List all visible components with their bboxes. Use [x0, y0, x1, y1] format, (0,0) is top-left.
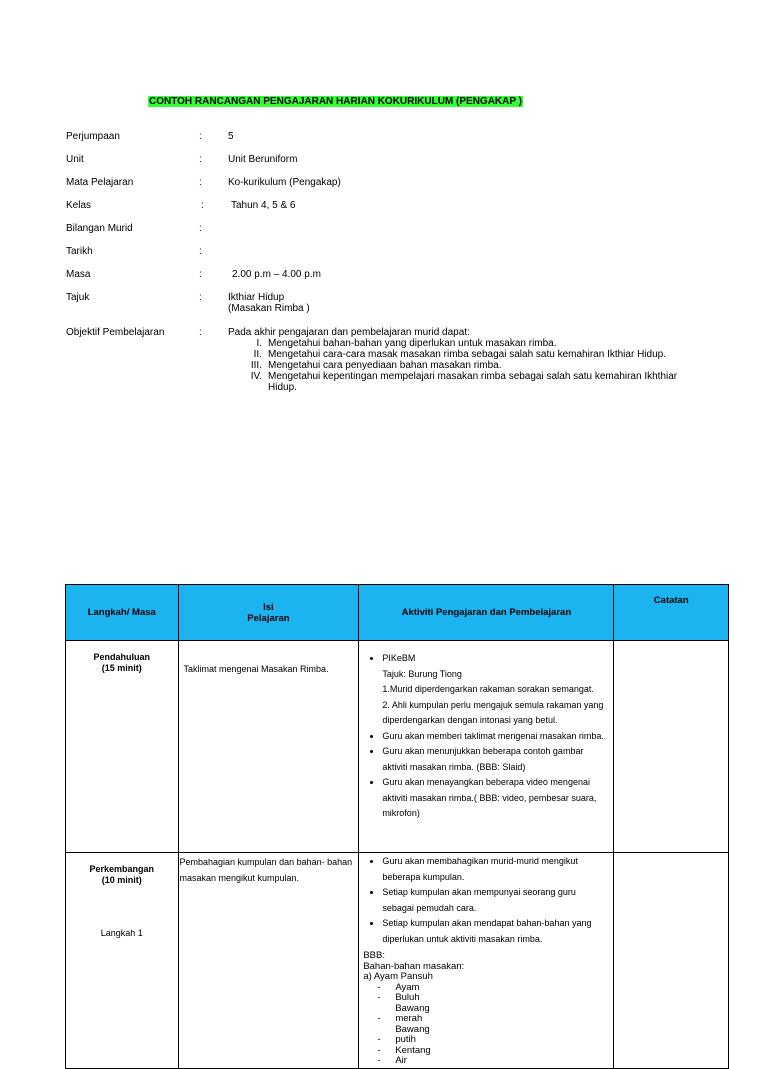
activity-item: [382, 916, 606, 947]
activity-text: Guru akan memberi taklimat mengenai masakan rimba.: [382, 730, 604, 741]
activity-item: [382, 854, 606, 885]
activity-detail: 1.Murid diperdengarkan rakaman sorakan semangat.: [382, 684, 594, 694]
stage-time: (15 minit): [101, 663, 142, 673]
cell-isi: [178, 853, 359, 1069]
bbb-item-text: Buluh: [395, 992, 420, 1003]
activity-text: Guru akan menunjukkan beberapa contoh gambar aktiviti masakan rimba. (BBB: Slaid): [382, 746, 584, 772]
activity-item: [382, 744, 606, 775]
bbb-item: - Kentang: [377, 1044, 431, 1056]
objective-text: Mengetahui cara penyediaan bahan masakan rimba.: [268, 360, 502, 371]
cell-aktiviti: [359, 641, 614, 853]
field-colon: :: [199, 177, 202, 188]
objective-number: I.: [256, 338, 262, 349]
isi-text: Taklimat mengenai Masakan Rimba.: [183, 664, 329, 674]
bbb-block: [360, 951, 612, 1067]
objective-text: Mengetahui kepentingan mempelajari masakan rimba sebagai salah satu kemahiran Ikhthiar Hidup.: [268, 371, 678, 393]
activity-item: [382, 651, 606, 667]
field-label-tajuk: Tajuk: [66, 292, 90, 303]
field-colon: :: [199, 223, 202, 234]
objective-item: [228, 349, 688, 360]
field-value-mata-pelajaran: Ko-kurikulum (Pengakap): [228, 177, 341, 188]
field-colon: :: [199, 327, 202, 338]
header-isi-line2: Pelajaran: [247, 612, 290, 624]
bbb-item-text: Kentang: [395, 1044, 431, 1056]
field-label-kelas: Kelas: [66, 200, 92, 211]
field-label-tarikh: Tarikh: [66, 246, 93, 257]
header-catatan: Catatan: [614, 585, 729, 641]
bbb-item-text: Ayam: [395, 981, 420, 993]
cell-catatan: [614, 641, 729, 853]
bbb-subtitle: Bahan-bahan masakan:: [363, 960, 465, 972]
objective-text: Mengetahui bahan-bahan yang diperlukan untuk masakan rimba.: [268, 338, 557, 349]
field-value-tajuk: Ikthiar Hidup: [228, 292, 285, 303]
field-colon: :: [201, 200, 204, 211]
cell-aktiviti: [359, 853, 614, 1069]
bbb-item: - Ayam: [377, 981, 420, 993]
field-colon: :: [199, 292, 202, 303]
activity-detail: 2. Ahli kumpulan perlu mengajuk semula rakaman yang diperdengarkan dengan intonasi yang betul.: [382, 699, 604, 725]
bbb-item-text: Bawang putih: [395, 1023, 430, 1045]
field-value-tajuk-sub: (Masakan Rimba ): [228, 303, 310, 314]
bbb-item: - Buluh: [377, 992, 420, 1003]
field-value-unit: Unit Beruniform: [228, 154, 298, 165]
activity-text: Guru akan membahagikan murid-murid mengikut beberapa kumpulan.: [382, 856, 578, 882]
activity-text: Guru akan menayangkan beberapa video mengenai aktiviti masakan rimba.( BBB: video, pembesar suara, mikrofon): [382, 777, 597, 818]
activity-item: [382, 885, 606, 916]
objective-number: II.: [253, 349, 262, 360]
field-value-perjumpaan: 5: [228, 131, 234, 142]
field-label-perjumpaan: Perjumpaan: [66, 131, 120, 142]
header-isi-line1: Isi: [263, 601, 274, 613]
document-title: CONTOH RANCANGAN PENGAJARAN HARIAN KOKURIKULUM (PENGAKAP ): [149, 96, 522, 107]
stage-name: Pendahuluan: [93, 652, 150, 662]
field-label-bilangan-murid: Bilangan Murid: [66, 223, 133, 234]
activity-list: [360, 854, 612, 947]
stage-name: Perkembangan: [89, 864, 155, 874]
activity-detail: Tajuk: Burung Tiong: [382, 668, 462, 679]
field-value-masa: 2.00 p.m – 4.00 p.m: [232, 269, 321, 280]
cell-isi: [178, 641, 359, 853]
field-label-masa: Masa: [66, 269, 91, 280]
objectives-block: [228, 327, 688, 393]
field-colon: :: [199, 154, 202, 165]
bbb-group: a) Ayam Pansuh: [363, 971, 433, 982]
field-colon: :: [199, 131, 202, 142]
bbb-item: -Bawang merah: [377, 1002, 430, 1024]
cell-langkah: [66, 853, 179, 1069]
objective-item: [228, 371, 688, 393]
header-aktiviti: Aktiviti Pengajaran dan Pembelajaran: [359, 585, 614, 641]
activity-text: PIKeBM: [382, 653, 416, 663]
stage-time: (10 minit): [101, 875, 142, 885]
objectives-list: [228, 338, 688, 393]
objective-number: IV.: [250, 371, 262, 382]
bbb-item-text: Bawang merah: [395, 1002, 430, 1024]
bbb-item: - Air: [363, 1056, 612, 1067]
objective-item: [228, 338, 688, 349]
field-label-objektif: Objektif Pembelajaran: [66, 327, 165, 338]
activity-text: Setiap kumpulan akan mendapat bahan-bahan yang diperlukan untuk aktiviti masakan rimba.: [382, 918, 592, 944]
cell-langkah: [66, 641, 179, 853]
table-row: [66, 641, 729, 853]
table-header-row: [66, 585, 729, 641]
objective-number: III.: [250, 360, 262, 371]
isi-text: Pembahagian kumpulan dan bahan- bahan masakan mengikut kumpulan.: [179, 857, 353, 883]
table-row: [66, 853, 729, 1069]
objective-text: Mengetahui cara-cara masak masakan rimba sebagai salah satu kemahiran Ikthiar Hidup.: [268, 349, 666, 360]
activity-text: Setiap kumpulan akan mempunyai seorang guru sebagai pemudah cara.: [382, 887, 576, 913]
field-label-mata-pelajaran: Mata Pelajaran: [66, 177, 134, 188]
bbb-item: -Bawang putih: [377, 1023, 430, 1045]
activity-item: [382, 729, 606, 745]
bbb-label: BBB:: [363, 950, 385, 961]
header-isi-pelajaran: [178, 585, 359, 641]
objectives-intro: Pada akhir pengajaran dan pembelajaran murid dapat:: [228, 327, 470, 338]
cell-catatan: [614, 853, 729, 1069]
header-langkah-masa: Langkah/ Masa: [66, 585, 179, 641]
field-label-unit: Unit: [66, 154, 84, 165]
objective-item: [228, 360, 688, 371]
stage-step: Langkah 1: [100, 928, 143, 938]
activity-list: [360, 642, 612, 822]
activity-item: [382, 775, 606, 822]
lesson-plan-table: [65, 584, 729, 1069]
bbb-item-text: Air: [395, 1055, 407, 1066]
field-colon: :: [199, 246, 202, 257]
field-value-kelas: Tahun 4, 5 & 6: [231, 200, 296, 211]
field-colon: :: [199, 269, 202, 280]
